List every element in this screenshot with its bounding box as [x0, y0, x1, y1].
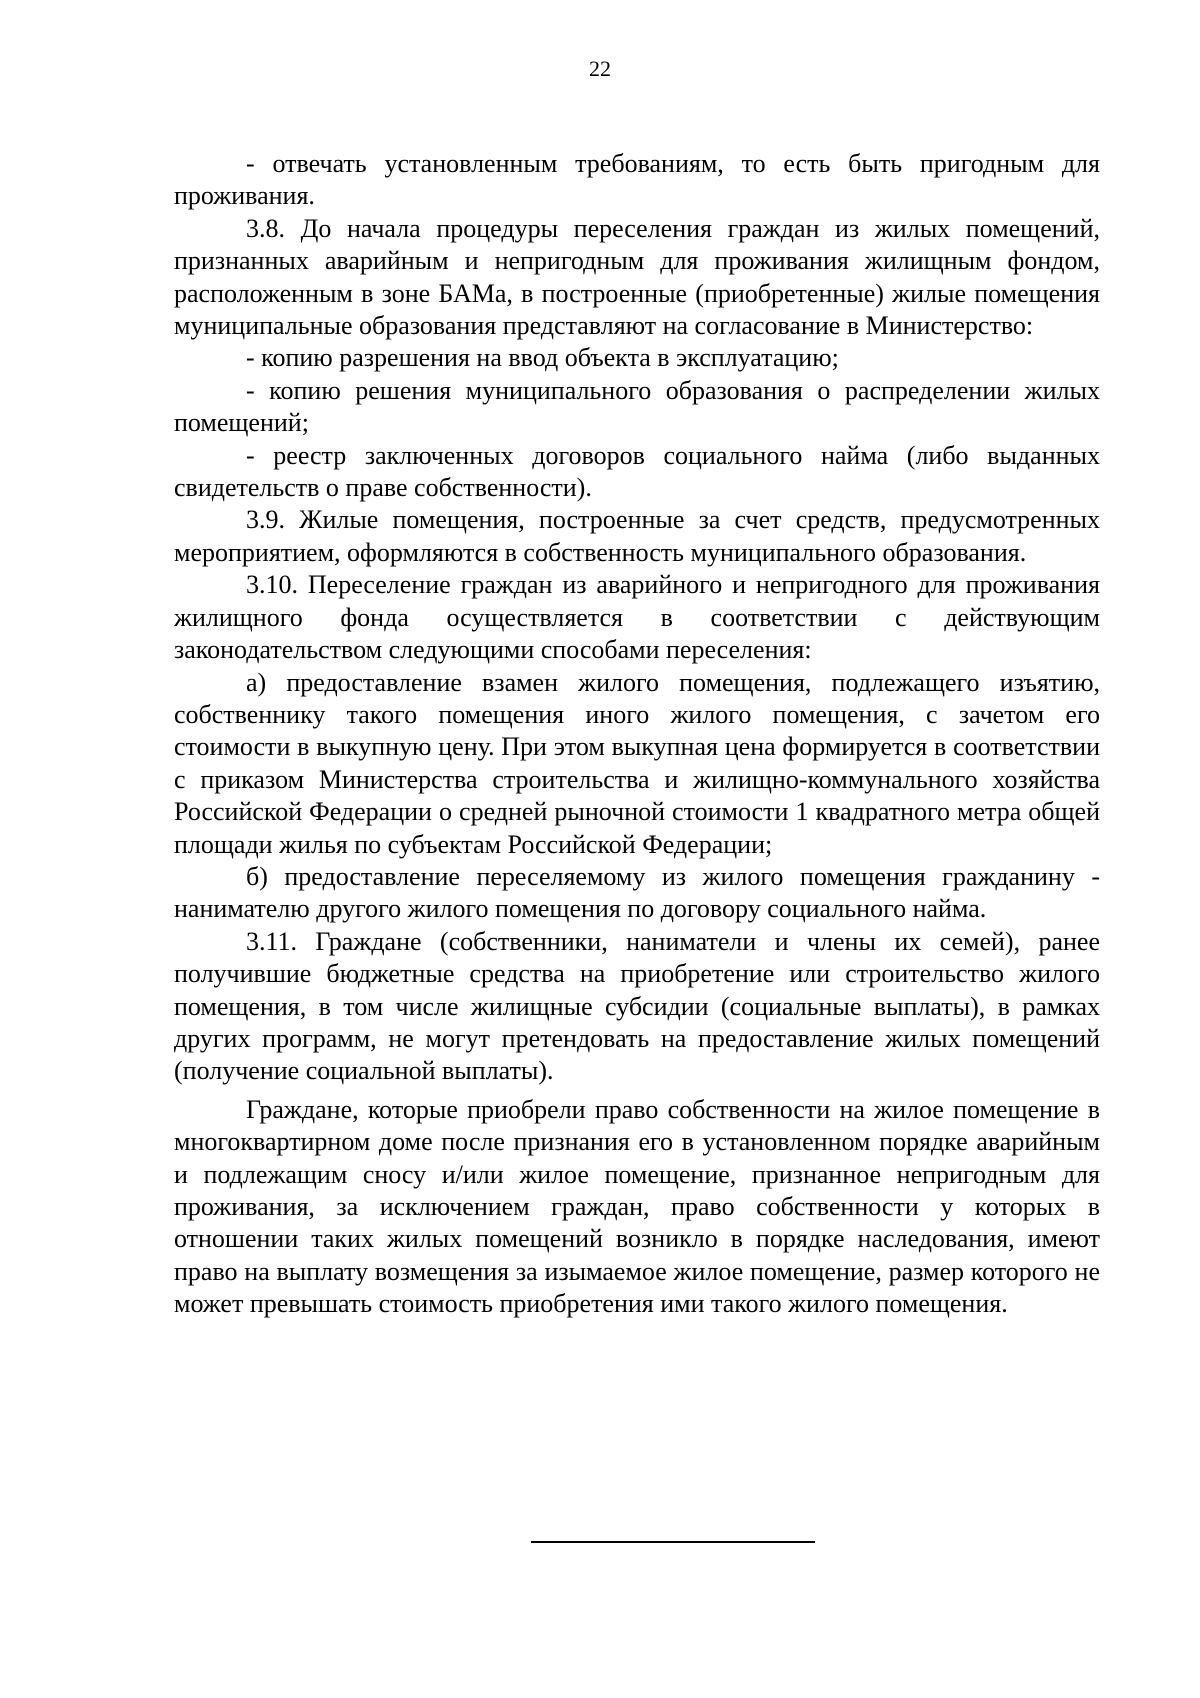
page-number: 22 [589, 56, 611, 81]
paragraph-3-8: 3.8. До начала процедуры переселения граждан из жилых помещений, признанных аварийным и непригодным для проживания жилищным фондом, расположенным в зоне БАМа, в построенные (приобретенные) жилые помещения муниципальные образования представляют на согласование в Министерство: [174, 213, 1100, 341]
list-item-option-a: а) предоставление взамен жилого помещения, подлежащего изъятию, собственнику такого помещения иного жилого помещения, с зачетом его стоимости в выкупную цену. При этом выкупная цена формируется в соответствии с приказом Министерства строительства и жилищно-коммунального хозяйства Российской Федерации о средней рыночной стоимости 1 квадратного метра общей площади жилья по субъектам Российской Федерации; [174, 667, 1100, 859]
paragraph-3-11: 3.11. Граждане (собственники, наниматели и члены их семей), ранее получившие бюджетные средства на приобретение или строительство жилого помещения, в том числе жилищные субсидии (социальные выплаты), в рамках других программ, не могут претендовать на предоставление жилых помещений (получение социальной выплаты). [174, 926, 1100, 1086]
paragraph-citizens-ownership: Граждане, которые приобрели право собственности на жилое помещение в многоквартирном доме после признания его в установленном порядке аварийным и подлежащим сносу и/или жилое помещение, признанное непригодным для проживания, за исключением граждан, право собственности у которых в отношении таких жилых помещений возникло в порядке наследования, имеют право на выплату возмещения за изымаемое жилое помещение, размер которого не может превышать стоимость приобретения ими такого жилого помещения. [174, 1094, 1100, 1319]
paragraph-requirements: - отвечать установленным требованиям, то есть быть пригодным для проживания. [174, 149, 1100, 211]
end-of-section-rule [531, 1541, 815, 1543]
list-item-decision-copy: - копию решения муниципального образования о распределении жилых помещений; [174, 375, 1100, 438]
document-body [174, 148, 1100, 1321]
list-item-permit-copy: - копию разрешения на ввод объекта в эксплуатацию; [246, 343, 839, 373]
paragraph-3-10: 3.10. Переселение граждан из аварийного и непригодного для проживания жилищного фонда осуществляется в соответствии с действующим законодательством следующими способами переселения: [174, 570, 1100, 665]
paragraph-3-9: 3.9. Жилые помещения, построенные за счет средств, предусмотренных мероприятием, оформляются в собственность муниципального образования. [174, 505, 1100, 567]
list-item-contracts-register: - реестр заключенных договоров социального найма (либо выданных свидетельств о праве собственности). [174, 440, 1100, 503]
list-item-option-b: б) предоставление переселяемому из жилого помещения гражданину - нанимателю другого жилого помещения по договору социального найма. [174, 861, 1100, 924]
